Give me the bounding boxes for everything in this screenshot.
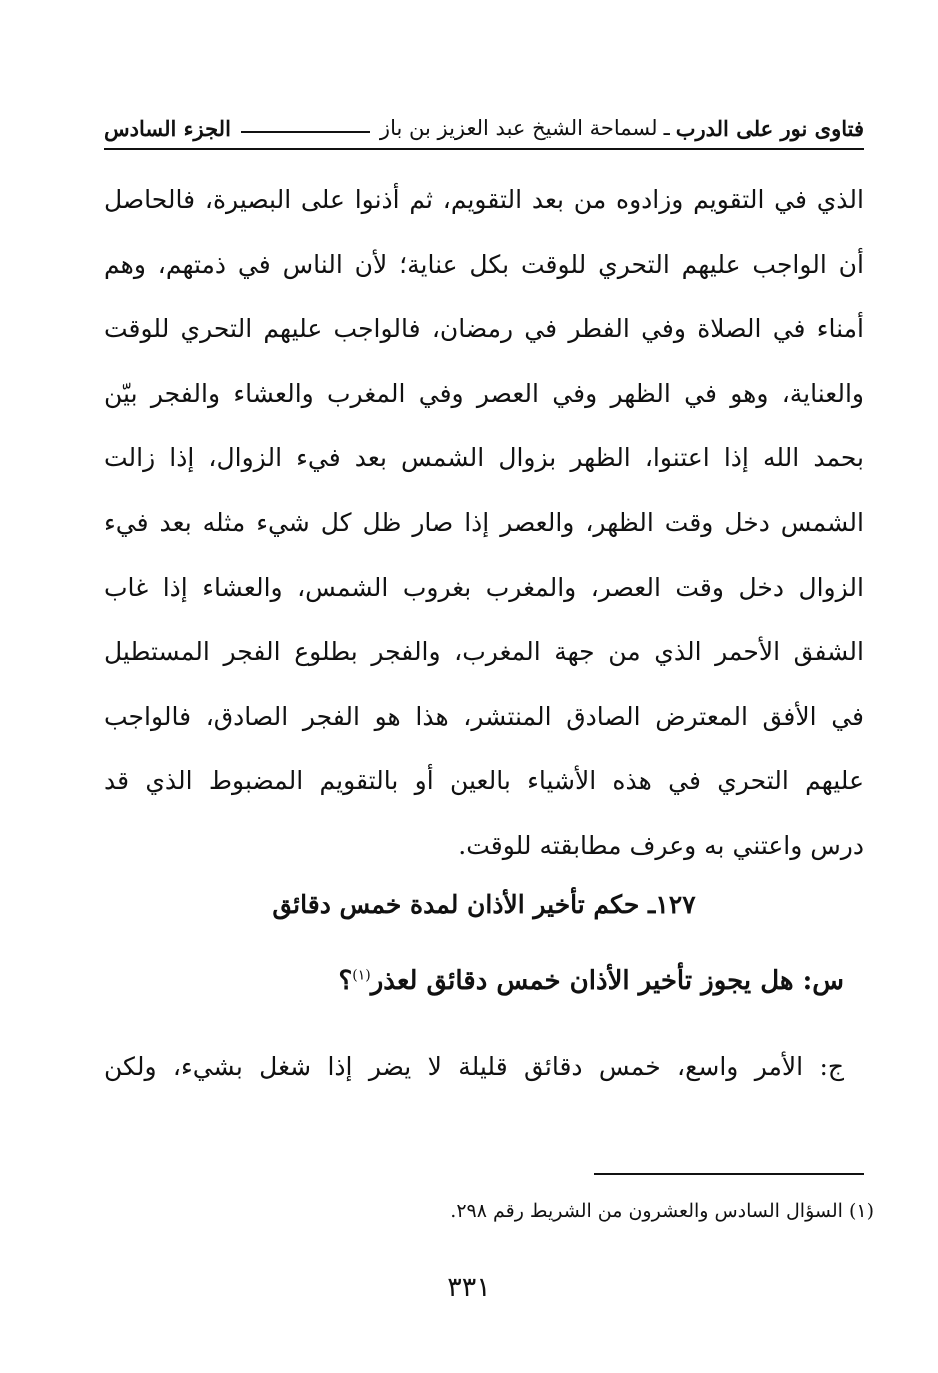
- section-heading: ١٢٧ـ حكم تأخير الأذان لمدة خمس دقائق: [272, 890, 696, 919]
- body-line: أن الواجب عليهم التحري للوقت بكل عناية؛ لأن الناس في ذمتهم، وهم: [104, 249, 864, 279]
- footnote: (١) السؤال السادس والعشرون من الشريط رقم ٢٩٨.: [450, 1200, 874, 1222]
- body-line: عليهم التحري في هذه الأشياء بالعين أو بالتقويم المضبوط الذي قد: [104, 766, 864, 796]
- body-line: أمناء في الصلاة وفي الفطر في رمضان، فالواجب عليهم التحري للوقت: [104, 314, 864, 344]
- header-separator: ـ: [663, 116, 670, 140]
- body-line: والعناية، وهو في الظهر وفي العصر وفي المغرب والعشاء والفجر بيّن: [104, 378, 864, 408]
- header-dash-rule: [241, 131, 370, 133]
- question-mark: ؟: [338, 966, 353, 996]
- question: [104, 966, 844, 996]
- page-number: ٣٣١: [447, 1272, 491, 1303]
- body-line: الشمس دخل وقت الظهر، والعصر إذا صار ظل كل شيء مثله بعد فيء: [104, 507, 864, 537]
- body-line: الزوال دخل وقت العصر، والمغرب بغروب الشمس، والعشاء إذا غاب: [104, 572, 864, 602]
- body-line: درس واعتني به وعرف مطابقته للوقت.: [458, 830, 864, 860]
- body-line: في الأفق المعترض الصادق المنتشر، هذا هو الفجر الصادق، فالواجب: [104, 701, 864, 731]
- body-line: بحمد الله إذا اعتنوا، الظهر بزوال الشمس بعد فيء الزوال، إذا زالت: [104, 443, 864, 473]
- body-line: الذي في التقويم وزادوه من بعد التقويم، ثم أذنوا على البصيرة، فالحاصل: [104, 185, 864, 214]
- question-text: س: هل يجوز تأخير الأذان خمس دقائق لعذر: [370, 966, 844, 996]
- header-author: لسماحة الشيخ عبد العزيز بن باز: [379, 116, 658, 140]
- answer-text: ج: الأمر واسع، خمس دقائق قليلة لا يضر إذا شغل بشيء، ولكن: [104, 1052, 844, 1081]
- header-part: الجزء السادس: [104, 115, 231, 141]
- footnote-divider: [594, 1173, 864, 1175]
- header-book-title: فتاوى نور على الدرب: [675, 115, 864, 141]
- footnote-reference: (١): [352, 967, 371, 984]
- body-line: الشفق الأحمر الذي من جهة المغرب، والفجر بطلوع الفجر المستطيل: [104, 637, 864, 667]
- running-header: [104, 108, 864, 150]
- body-paragraph: [104, 168, 864, 879]
